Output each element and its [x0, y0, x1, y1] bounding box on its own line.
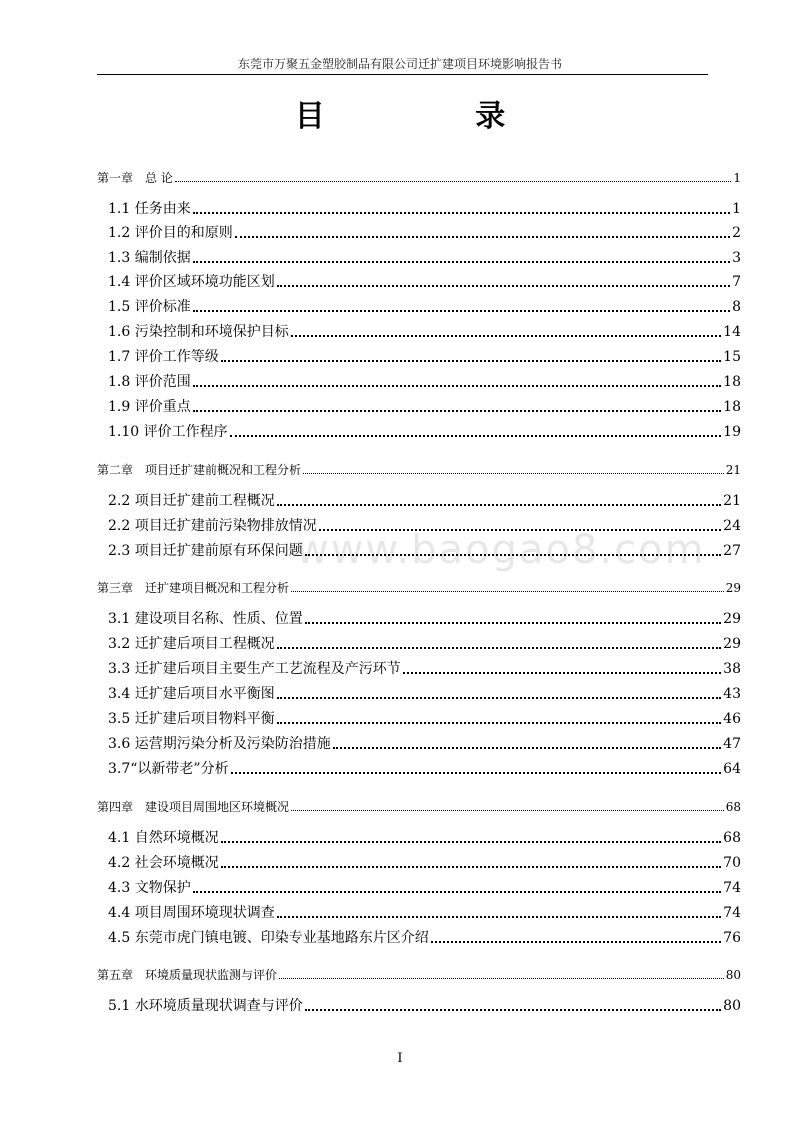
watermark: www.baogao8.com — [296, 527, 706, 573]
dot-leader — [291, 809, 724, 811]
toc-label: 第三章 迁扩建项目概况和工程分析 — [97, 581, 290, 595]
toc-label: 3.4 迁扩建后项目水平衡图 — [108, 686, 275, 702]
toc-section-1-7[interactable] — [108, 347, 741, 367]
toc-section-1-2[interactable] — [108, 223, 741, 243]
toc-section-4-2[interactable] — [108, 853, 741, 873]
toc-page: 1 — [732, 201, 741, 217]
toc-label: 2.2 项目迁扩建前污染物排放情况 — [108, 518, 317, 534]
toc-chapter-3[interactable] — [97, 580, 741, 596]
dot-leader — [291, 590, 724, 592]
page-number: I — [397, 1051, 403, 1066]
dot-leader — [221, 865, 721, 868]
dot-leader — [277, 696, 721, 699]
toc-page: 74 — [723, 905, 741, 921]
toc-section-1-10[interactable] — [108, 422, 741, 442]
toc-section-2-2b[interactable] — [108, 516, 741, 536]
toc-page: 29 — [725, 581, 741, 595]
dot-leader — [193, 211, 730, 214]
toc-section-2-3[interactable] — [108, 541, 741, 561]
toc-label: 3.6 运营期污染分析及污染防治措施 — [108, 736, 331, 752]
toc-label: 1.7 评价工作等级 — [108, 349, 219, 365]
toc-label: 4.3 文物保护 — [108, 880, 191, 896]
toc-label: 1.1 任务由来 — [108, 201, 191, 217]
toc-page: 70 — [723, 855, 741, 871]
dot-leader — [193, 260, 730, 263]
page-title: 目 录 — [294, 99, 576, 134]
dot-leader — [333, 746, 721, 749]
toc-section-4-4[interactable] — [108, 903, 741, 923]
toc-label: 第四章 建设项目周围地区环境概况 — [97, 800, 290, 814]
toc-label: 3.2 迁扩建后项目工程概况 — [108, 636, 275, 652]
dot-leader — [230, 434, 722, 437]
header-text: 东莞市万聚五金塑胶制品有限公司迁扩建项目环境影响报告书 — [237, 57, 562, 71]
toc-chapter-5[interactable] — [97, 967, 741, 983]
toc-section-4-3[interactable] — [108, 878, 741, 898]
dot-leader — [277, 721, 721, 724]
toc-label: 3.1 建设项目名称、性质、位置 — [108, 611, 303, 627]
header-rule — [97, 74, 708, 75]
toc-section-4-1[interactable] — [108, 828, 741, 848]
toc-page: 29 — [723, 636, 741, 652]
toc-label: 4.2 社会环境概况 — [108, 855, 219, 871]
toc-section-3-4[interactable] — [108, 684, 741, 704]
dot-leader — [277, 915, 721, 918]
dot-leader — [193, 309, 730, 312]
toc-label: 2.3 项目迁扩建前原有环保问题 — [108, 543, 303, 559]
toc-page: 47 — [723, 736, 741, 752]
toc-page: 18 — [723, 399, 741, 415]
dot-leader — [403, 671, 721, 674]
toc-section-1-3[interactable] — [108, 248, 741, 268]
dot-leader — [319, 528, 721, 531]
toc-page: 21 — [723, 493, 741, 509]
dot-leader — [291, 334, 721, 337]
toc-label: 1.10 评价工作程序 — [108, 424, 228, 440]
toc-page: 24 — [723, 518, 741, 534]
toc-page: 29 — [723, 611, 741, 627]
toc-page: 8 — [732, 299, 741, 315]
toc-page: 38 — [723, 661, 741, 677]
dot-leader — [305, 1008, 721, 1011]
toc-label: 4.5 东莞市虎门镇电镀、印染专业基地路东片区介绍 — [108, 930, 429, 946]
toc-page: 76 — [723, 930, 741, 946]
toc-label: 第五章 环境质量现状监测与评价 — [97, 968, 278, 982]
toc-section-3-2[interactable] — [108, 634, 741, 654]
toc-label: 第一章 总 论 — [97, 171, 173, 185]
dot-leader — [193, 409, 721, 412]
toc-label: 第二章 项目迁扩建前概况和工程分析 — [97, 463, 302, 477]
toc-label: 1.3 编制依据 — [108, 250, 191, 266]
toc-page: 46 — [723, 711, 741, 727]
toc-page: 15 — [723, 349, 741, 365]
toc-section-4-5[interactable] — [108, 928, 741, 948]
toc-section-3-6[interactable] — [108, 734, 741, 754]
toc-page: 7 — [732, 274, 741, 290]
dot-leader — [221, 359, 721, 362]
toc-page: 80 — [725, 968, 741, 982]
dot-leader — [305, 621, 721, 624]
toc-section-1-5[interactable] — [108, 297, 741, 317]
dot-leader — [231, 771, 722, 774]
dot-leader — [193, 384, 721, 387]
toc-section-3-5[interactable] — [108, 709, 741, 729]
toc-label: 1.9 评价重点 — [108, 399, 191, 415]
toc-page: 3 — [732, 250, 741, 266]
toc-page: 80 — [723, 998, 741, 1014]
toc-section-5-1[interactable] — [108, 996, 741, 1016]
toc-label: 1.5 评价标准 — [108, 299, 191, 315]
toc-chapter-4[interactable] — [97, 799, 741, 815]
toc-section-1-6[interactable] — [108, 322, 741, 342]
toc-label: 1.4 评价区域环境功能区划 — [108, 274, 275, 290]
toc-page: 14 — [723, 324, 741, 340]
dot-leader — [279, 977, 724, 979]
toc-chapter-2[interactable] — [97, 462, 741, 478]
dot-leader — [303, 472, 724, 474]
toc-page: 27 — [723, 543, 741, 559]
toc-section-3-7[interactable] — [108, 759, 741, 779]
toc-label: 5.1 水环境质量现状调查与评价 — [108, 998, 303, 1014]
toc-section-1-8[interactable] — [108, 372, 741, 392]
toc-section-3-1[interactable] — [108, 609, 741, 629]
toc-label: 3.5 迁扩建后项目物料平衡 — [108, 711, 275, 727]
toc-section-3-3[interactable] — [108, 659, 741, 679]
toc-label: 1.2 评价目的和原则 — [108, 225, 233, 241]
toc-page: 1 — [733, 171, 741, 185]
toc-page: 43 — [723, 686, 741, 702]
toc-section-1-9[interactable] — [108, 397, 741, 417]
toc-page: 68 — [723, 830, 741, 846]
toc-page: 74 — [723, 880, 741, 896]
dot-leader — [193, 890, 721, 893]
toc-page: 2 — [732, 225, 741, 241]
toc-section-2-2a[interactable] — [108, 491, 741, 511]
toc-page: 64 — [723, 761, 741, 777]
toc-label: 4.4 项目周围环境现状调查 — [108, 905, 275, 921]
toc-label: 3.7“以新带老”分析 — [108, 761, 229, 777]
toc-page: 18 — [723, 374, 741, 390]
dot-leader — [277, 646, 721, 649]
dot-leader — [277, 503, 721, 506]
dot-leader — [305, 553, 721, 556]
toc-label: 1.6 污染控制和环境保护目标 — [108, 324, 289, 340]
toc-page: 68 — [725, 800, 741, 814]
toc-label: 4.1 自然环境概况 — [108, 830, 219, 846]
toc-section-1-1[interactable] — [108, 199, 741, 219]
toc-chapter-1[interactable] — [97, 170, 741, 186]
toc-page: 21 — [725, 463, 741, 477]
dot-leader — [175, 180, 732, 182]
dot-leader — [235, 235, 730, 238]
toc-label: 2.2 项目迁扩建前工程概况 — [108, 493, 275, 509]
toc-section-1-4[interactable] — [108, 272, 741, 292]
dot-leader — [221, 840, 721, 843]
toc-label: 3.3 迁扩建后项目主要生产工艺流程及产污环节 — [108, 661, 401, 677]
toc-label: 1.8 评价范围 — [108, 374, 191, 390]
dot-leader — [431, 940, 721, 943]
toc-page: 19 — [723, 424, 741, 440]
dot-leader — [277, 284, 730, 287]
